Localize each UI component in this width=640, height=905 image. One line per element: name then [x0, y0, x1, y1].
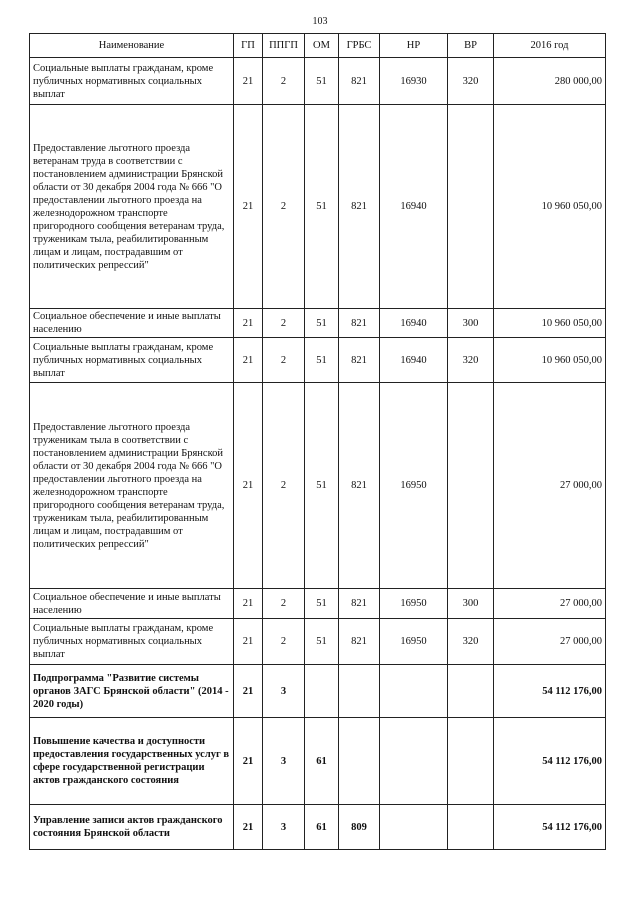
- row-vr: 300: [448, 309, 494, 338]
- row-vr: [448, 718, 494, 805]
- table-row: [30, 309, 606, 338]
- row-ppgp: 2: [263, 619, 305, 665]
- row-amount: 54 112 176,00: [494, 665, 606, 718]
- row-gp: 21: [234, 338, 263, 383]
- header-name: Наименование: [30, 34, 234, 58]
- row-vr: [448, 383, 494, 589]
- row-gp: 21: [234, 589, 263, 619]
- row-amount: 280 000,00: [494, 58, 606, 105]
- row-om: 61: [305, 718, 339, 805]
- row-amount: 27 000,00: [494, 619, 606, 665]
- row-name: Предоставление льготного проезда ветеранам труда в соответствии с постановлением администрации Брянской области от 30 декабря 2004 года № 666 "О предоставлении льготного проезда на железнодорожном транспорте пригородного сообщения ветеранам труда, труженикам тыла, реабилитированным лицам и лицам, пострадавшим от политических репрессий": [30, 105, 234, 309]
- row-amount: 54 112 176,00: [494, 805, 606, 850]
- row-nr: 16950: [380, 589, 448, 619]
- row-gp: 21: [234, 665, 263, 718]
- row-ppgp: 2: [263, 58, 305, 105]
- row-name: Социальные выплаты гражданам, кроме публичных нормативных социальных выплат: [30, 338, 234, 383]
- row-vr: 320: [448, 619, 494, 665]
- header-year: 2016 год: [494, 34, 606, 58]
- row-om: [305, 665, 339, 718]
- row-grbs: 821: [339, 58, 380, 105]
- row-nr: [380, 718, 448, 805]
- table-row: [30, 665, 606, 718]
- row-amount: 27 000,00: [494, 589, 606, 619]
- row-om: 51: [305, 619, 339, 665]
- header-ppgp: ППГП: [263, 34, 305, 58]
- table-row: [30, 105, 606, 309]
- row-grbs: 809: [339, 805, 380, 850]
- row-om: 51: [305, 309, 339, 338]
- row-gp: 21: [234, 383, 263, 589]
- table-row: [30, 805, 606, 850]
- row-grbs: 821: [339, 309, 380, 338]
- header-nr: НР: [380, 34, 448, 58]
- row-gp: 21: [234, 58, 263, 105]
- budget-table: [29, 33, 606, 850]
- header-om: ОМ: [305, 34, 339, 58]
- table-row: [30, 58, 606, 105]
- row-amount: 10 960 050,00: [494, 105, 606, 309]
- row-nr: 16950: [380, 383, 448, 589]
- row-nr: 16940: [380, 338, 448, 383]
- row-name: Повышение качества и доступности предоставления государственных услуг в сфере государственной регистрации актов гражданского состояния: [30, 718, 234, 805]
- header-grbs: ГРБС: [339, 34, 380, 58]
- row-om: 51: [305, 383, 339, 589]
- row-grbs: [339, 718, 380, 805]
- row-ppgp: 3: [263, 805, 305, 850]
- row-name: Предоставление льготного проезда труженикам тыла в соответствии с постановлением администрации Брянской области от 30 декабря 2004 года № 666 "О предоставлении льготного проезда на железнодорожном транспорте пригородного сообщения ветеранам труда, труженикам тыла, реабилитированным лицам и лицам, пострадавшим от политических репрессий": [30, 383, 234, 589]
- row-gp: 21: [234, 619, 263, 665]
- row-om: 61: [305, 805, 339, 850]
- row-nr: [380, 805, 448, 850]
- row-name: Социальные выплаты гражданам, кроме публичных нормативных социальных выплат: [30, 58, 234, 105]
- row-vr: 320: [448, 338, 494, 383]
- row-vr: [448, 805, 494, 850]
- table-header-row: [30, 34, 606, 58]
- page-number: 103: [312, 16, 328, 27]
- row-ppgp: 3: [263, 718, 305, 805]
- header-vr: ВР: [448, 34, 494, 58]
- row-gp: 21: [234, 805, 263, 850]
- row-nr: 16950: [380, 619, 448, 665]
- table-row: [30, 718, 606, 805]
- row-amount: 54 112 176,00: [494, 718, 606, 805]
- row-grbs: 821: [339, 105, 380, 309]
- row-om: 51: [305, 105, 339, 309]
- header-gp: ГП: [234, 34, 263, 58]
- row-nr: [380, 665, 448, 718]
- row-ppgp: 2: [263, 589, 305, 619]
- row-name: Управление записи актов гражданского состояния Брянской области: [30, 805, 234, 850]
- row-grbs: 821: [339, 589, 380, 619]
- table-row: [30, 383, 606, 589]
- row-ppgp: 2: [263, 105, 305, 309]
- table-row: [30, 589, 606, 619]
- row-vr: [448, 665, 494, 718]
- row-vr: 300: [448, 589, 494, 619]
- row-grbs: 821: [339, 383, 380, 589]
- row-amount: 10 960 050,00: [494, 309, 606, 338]
- row-grbs: [339, 665, 380, 718]
- row-om: 51: [305, 338, 339, 383]
- row-grbs: 821: [339, 338, 380, 383]
- row-gp: 21: [234, 105, 263, 309]
- row-vr: 320: [448, 58, 494, 105]
- row-gp: 21: [234, 309, 263, 338]
- row-ppgp: 2: [263, 309, 305, 338]
- row-om: 51: [305, 589, 339, 619]
- table-row: [30, 619, 606, 665]
- row-amount: 27 000,00: [494, 383, 606, 589]
- row-ppgp: 3: [263, 665, 305, 718]
- row-grbs: 821: [339, 619, 380, 665]
- row-ppgp: 2: [263, 383, 305, 589]
- row-amount: 10 960 050,00: [494, 338, 606, 383]
- row-gp: 21: [234, 718, 263, 805]
- row-name: Подпрограмма "Развитие системы органов ЗАГС Брянской области" (2014 - 2020 годы): [30, 665, 234, 718]
- row-nr: 16930: [380, 58, 448, 105]
- row-name: Социальное обеспечение и иные выплаты населению: [30, 309, 234, 338]
- row-ppgp: 2: [263, 338, 305, 383]
- row-name: Социальные выплаты гражданам, кроме публичных нормативных социальных выплат: [30, 619, 234, 665]
- row-name: Социальное обеспечение и иные выплаты населению: [30, 589, 234, 619]
- row-nr: 16940: [380, 105, 448, 309]
- row-om: 51: [305, 58, 339, 105]
- row-vr: [448, 105, 494, 309]
- table-row: [30, 338, 606, 383]
- row-nr: 16940: [380, 309, 448, 338]
